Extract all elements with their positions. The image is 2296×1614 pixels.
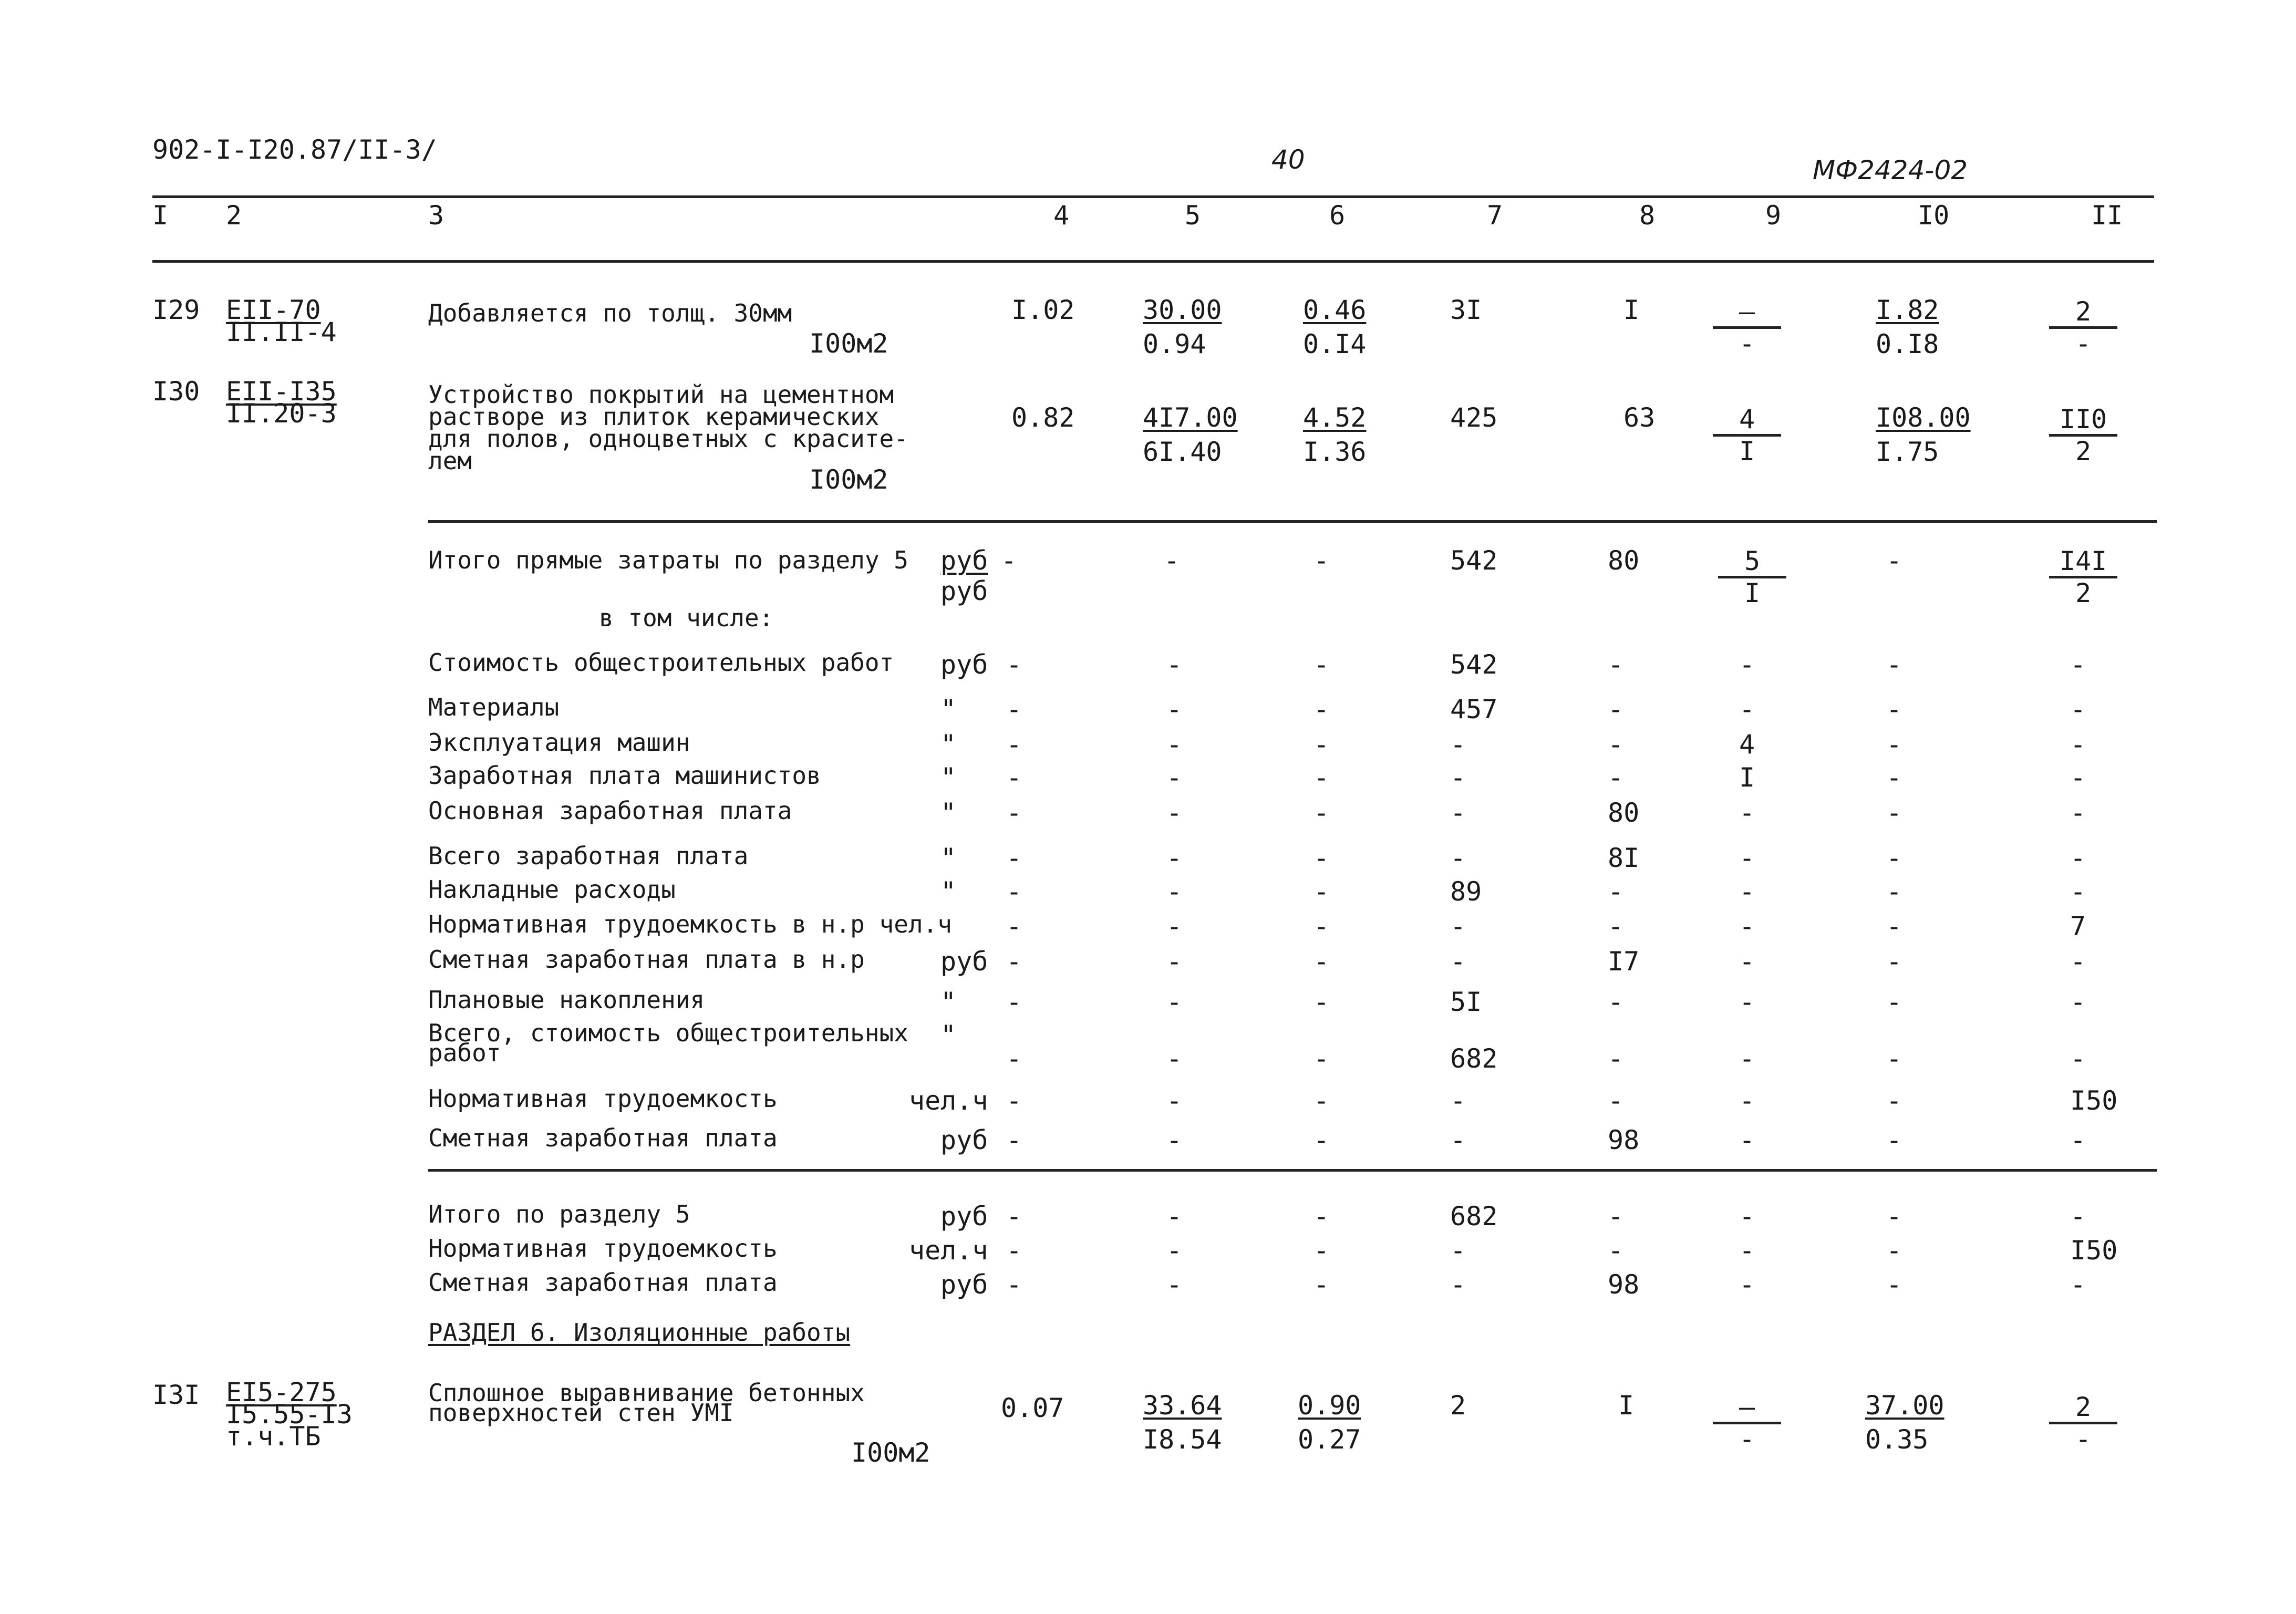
item-0-col10-top: I.82 (1876, 295, 1939, 325)
detail-line-4-col7: - (1450, 798, 1466, 828)
total-line-2-label: Сметная заработная плата (428, 1268, 778, 1297)
total-line-1-col6: - (1314, 1235, 1330, 1266)
detail-line-11-col5: - (1166, 1085, 1183, 1116)
summary-col9-numerator: 5 (1718, 546, 1786, 578)
detail-line-12-col5: - (1166, 1125, 1183, 1155)
detail-line-12-col6: - (1314, 1125, 1330, 1155)
detail-line-6-col4: - (1006, 876, 1022, 907)
item-2-col11-numerator: 2 (2049, 1392, 2117, 1424)
detail-line-6-col8: - (1608, 876, 1624, 907)
summary-direct-costs-unit2: руб (940, 576, 988, 606)
section-divider-1 (428, 520, 2157, 523)
detail-line-5-col9: - (1739, 843, 1755, 873)
detail-line-2-col7: - (1450, 729, 1466, 760)
detail-line-9-col11: - (2070, 987, 2086, 1017)
item-0-code-0: EII-70 (226, 295, 321, 325)
item-0-col6-top: 0.46 (1303, 295, 1367, 325)
item-2-col11 (2049, 1392, 2117, 1454)
detail-line-10-col8: - (1608, 1043, 1624, 1074)
summary-including-label: в том числе: (599, 604, 774, 632)
detail-line-0-col11: - (2070, 649, 2086, 680)
item-2-col11-denominator: - (2075, 1424, 2092, 1454)
detail-line-9-label: Плановые накопления (428, 986, 705, 1014)
item-1-unit: I00м2 (809, 464, 888, 495)
item-0-col10-bottom: 0.I8 (1876, 329, 1939, 359)
detail-line-2-col4: - (1006, 729, 1022, 760)
detail-line-2-col6: - (1314, 729, 1330, 760)
detail-line-6-label: Накладные расходы (428, 875, 676, 904)
detail-line-11-col6: - (1314, 1085, 1330, 1116)
detail-line-10-label-1: работ (428, 1039, 501, 1067)
item-1-code-1: II.20-3 (226, 398, 337, 429)
item-0-col11-denominator: - (2075, 328, 2092, 359)
item-2-col4: 0.07 (1001, 1393, 1064, 1423)
item-2-code-2: т.ч.ТБ (226, 1421, 321, 1452)
total-line-2-col8: 98 (1608, 1269, 1640, 1300)
column-header-2: 2 (226, 200, 242, 231)
detail-line-8-col4: - (1006, 946, 1022, 977)
detail-line-11-label: Нормативная трудоемкость (428, 1084, 778, 1113)
detail-line-2-col5: - (1166, 729, 1183, 760)
column-header-3: 3 (428, 200, 444, 231)
column-header-4: 4 (1053, 200, 1070, 231)
total-line-0-unit: руб (940, 1201, 988, 1232)
item-1-desc-1: растворе из плиток керамических (428, 402, 880, 431)
column-header-1: I (152, 200, 169, 231)
item-0-col7: 3I (1450, 295, 1482, 325)
total-line-1-col10: - (1886, 1235, 1902, 1266)
item-1-desc-0: Устройство покрытий на цементном (428, 380, 894, 409)
item-0-col11-numerator: 2 (2049, 297, 2117, 329)
item-0-col6-bottom: 0.I4 (1303, 329, 1367, 359)
column-header-11: II (2091, 200, 2123, 231)
column-header-8: 8 (1639, 200, 1656, 231)
item-2-col8: I (1618, 1390, 1635, 1421)
item-0-code-1: II.II-4 (226, 317, 337, 347)
summary-col10: - (1886, 545, 1902, 576)
detail-line-10-col7: 682 (1450, 1043, 1498, 1074)
item-1-code-0: EII-I35 (226, 376, 337, 407)
detail-line-10-col9: - (1739, 1043, 1755, 1074)
item-2-col9-numerator: – (1713, 1392, 1781, 1424)
detail-line-2-col10: - (1886, 729, 1902, 760)
detail-line-6-col6: - (1314, 876, 1330, 907)
detail-line-8-col5: - (1166, 946, 1183, 977)
detail-line-9-col10: - (1886, 987, 1902, 1017)
summary-col6: - (1314, 545, 1330, 576)
column-header-9: 9 (1765, 200, 1782, 231)
detail-line-7-col10: - (1886, 911, 1902, 942)
total-line-2-col10: - (1886, 1269, 1902, 1300)
total-line-1-label: Нормативная трудоемкость (428, 1234, 778, 1263)
detail-line-6-col11: - (2070, 876, 2086, 907)
detail-line-1-col5: - (1166, 694, 1183, 725)
detail-line-4-col10: - (1886, 798, 1902, 828)
item-0-unit: I00м2 (809, 328, 888, 359)
detail-line-6-col5: - (1166, 876, 1183, 907)
detail-line-6-col9: - (1739, 876, 1755, 907)
detail-line-8-col7: - (1450, 946, 1466, 977)
detail-line-3-col7: - (1450, 762, 1466, 793)
total-line-0-col11: - (2070, 1201, 2086, 1232)
total-line-0-col6: - (1314, 1201, 1330, 1232)
summary-col11 (2049, 546, 2117, 608)
item-1-number: I30 (152, 376, 200, 407)
detail-line-4-col5: - (1166, 798, 1183, 828)
detail-line-3-col5: - (1166, 762, 1183, 793)
detail-line-4-col4: - (1006, 798, 1022, 828)
detail-line-9-unit: " (940, 987, 957, 1017)
summary-col8: 80 (1608, 545, 1640, 576)
detail-line-4-col9: - (1739, 798, 1755, 828)
item-1-col7: 425 (1450, 402, 1498, 433)
detail-line-2-col11: - (2070, 729, 2086, 760)
item-0-col9-denominator: - (1739, 328, 1755, 359)
detail-line-6-col10: - (1886, 876, 1902, 907)
item-1-col11-denominator: 2 (2075, 436, 2092, 467)
detail-line-7-col9: - (1739, 911, 1755, 942)
column-header-6: 6 (1329, 200, 1346, 231)
column-header-10: I0 (1918, 200, 1950, 231)
summary-col5: - (1164, 545, 1180, 576)
detail-line-10-col5: - (1166, 1043, 1183, 1074)
detail-line-12-col7: - (1450, 1125, 1466, 1155)
detail-line-1-col4: - (1006, 694, 1022, 725)
detail-line-9-col5: - (1166, 987, 1183, 1017)
item-1-col5-top: 4I7.00 (1143, 402, 1238, 433)
detail-line-10-col4: - (1006, 1043, 1022, 1074)
detail-line-9-col6: - (1314, 987, 1330, 1017)
total-line-2-col6: - (1314, 1269, 1330, 1300)
detail-line-1-col11: - (2070, 694, 2086, 725)
total-line-1-col11: I50 (2070, 1235, 2118, 1266)
item-1-col6-bottom: I.36 (1303, 437, 1367, 467)
item-0-col9-numerator: – (1713, 297, 1781, 329)
detail-line-0-unit: руб (940, 649, 988, 680)
item-0-desc-0: Добавляется по толщ. 30мм (428, 299, 792, 327)
item-1-col9 (1713, 405, 1781, 466)
detail-line-3-col4: - (1006, 762, 1022, 793)
item-2-col5-bottom: I8.54 (1143, 1424, 1222, 1455)
detail-line-7-col8: - (1608, 911, 1624, 942)
column-header-7: 7 (1487, 200, 1503, 231)
total-line-1-col8: - (1608, 1235, 1624, 1266)
total-line-2-col5: - (1166, 1269, 1183, 1300)
total-line-0-col10: - (1886, 1201, 1902, 1232)
item-0-col5-top: 30.00 (1143, 295, 1222, 325)
item-2-number: I3I (152, 1380, 200, 1410)
item-0-col4: I.02 (1011, 295, 1075, 325)
detail-line-2-unit: " (940, 729, 957, 760)
detail-line-10-col10: - (1886, 1043, 1902, 1074)
total-line-1-col5: - (1166, 1235, 1183, 1266)
summary-direct-costs-unit1: руб (940, 545, 988, 576)
detail-line-5-col10: - (1886, 843, 1902, 873)
detail-line-12-col9: - (1739, 1125, 1755, 1155)
detail-line-0-col9: - (1739, 649, 1755, 680)
detail-line-10-col11: - (2070, 1043, 2086, 1074)
detail-line-9-col4: - (1006, 987, 1022, 1017)
detail-line-11-col4: - (1006, 1085, 1022, 1116)
item-2-code-1: I5.55-I3 (226, 1399, 353, 1430)
detail-line-0-col5: - (1166, 649, 1183, 680)
detail-line-11-unit: чел.ч (909, 1085, 988, 1116)
detail-line-4-col6: - (1314, 798, 1330, 828)
total-line-0-col5: - (1166, 1201, 1183, 1232)
item-2-col5-top: 33.64 (1143, 1390, 1222, 1421)
detail-line-2-col9: 4 (1739, 729, 1755, 760)
detail-line-3-label: Заработная плата машинистов (428, 761, 821, 790)
total-line-2-unit: руб (940, 1269, 988, 1300)
detail-line-8-unit: руб (940, 946, 988, 977)
detail-line-11-col11: I50 (2070, 1085, 2118, 1116)
detail-line-11-col9: - (1739, 1085, 1755, 1116)
detail-line-5-col4: - (1006, 843, 1022, 873)
detail-line-1-col6: - (1314, 694, 1330, 725)
item-1-col8: 63 (1623, 402, 1656, 433)
detail-line-9-col8: - (1608, 987, 1624, 1017)
item-2-col6-bottom: 0.27 (1298, 1424, 1361, 1455)
detail-line-9-col7: 5I (1450, 987, 1482, 1017)
detail-line-2-label: Эксплуатация машин (428, 728, 690, 757)
detail-line-0-col4: - (1006, 649, 1022, 680)
detail-line-12-col11: - (2070, 1125, 2086, 1155)
item-2-col7: 2 (1450, 1390, 1466, 1421)
detail-line-9-col9: - (1739, 987, 1755, 1017)
item-1-col6-top: 4.52 (1303, 402, 1367, 433)
item-2-desc-0: Сплошное выравнивание бетонных (428, 1379, 865, 1407)
detail-line-1-col9: - (1739, 694, 1755, 725)
total-line-1-col7: - (1450, 1235, 1466, 1266)
detail-line-12-col4: - (1006, 1125, 1022, 1155)
detail-line-7-col5: - (1166, 911, 1183, 942)
detail-line-3-col11: - (2070, 762, 2086, 793)
detail-line-11-col8: - (1608, 1085, 1624, 1116)
detail-line-3-col10: - (1886, 762, 1902, 793)
item-2-desc-1: поверхностей стен УМI (428, 1399, 734, 1427)
detail-line-11-col7: - (1450, 1085, 1466, 1116)
detail-line-7-label: Нормативная трудоемкость в н.р чел.ч (428, 910, 952, 938)
detail-line-5-label: Всего заработная плата (428, 842, 749, 870)
detail-line-8-col10: - (1886, 946, 1902, 977)
total-line-0-col7: 682 (1450, 1201, 1498, 1232)
item-1-desc-3: лем (428, 447, 472, 475)
detail-line-7-col6: - (1314, 911, 1330, 942)
detail-line-0-col7: 542 (1450, 649, 1498, 680)
summary-col9 (1718, 546, 1786, 608)
total-line-1-col4: - (1006, 1235, 1022, 1266)
detail-line-0-col6: - (1314, 649, 1330, 680)
detail-line-4-unit: " (940, 798, 957, 828)
detail-line-1-label: Материалы (428, 693, 560, 721)
total-line-0-label: Итого по разделу 5 (428, 1200, 690, 1228)
detail-line-8-col8: I7 (1608, 946, 1640, 977)
detail-line-0-col10: - (1886, 649, 1902, 680)
total-line-0-col9: - (1739, 1201, 1755, 1232)
detail-line-1-col8: - (1608, 694, 1624, 725)
section-6-title: РАЗДЕЛ 6. Изоляционные работы (428, 1318, 851, 1347)
item-0-number: I29 (152, 295, 200, 325)
detail-line-1-col10: - (1886, 694, 1902, 725)
detail-line-3-col9: I (1739, 762, 1755, 793)
total-line-2-col7: - (1450, 1269, 1466, 1300)
detail-line-12-col10: - (1886, 1125, 1902, 1155)
item-2-col10-top: 37.00 (1865, 1390, 1945, 1421)
total-line-2-col4: - (1006, 1269, 1022, 1300)
item-0-col5-bottom: 0.94 (1143, 329, 1206, 359)
detail-line-5-col11: - (2070, 843, 2086, 873)
item-0-col8: I (1623, 295, 1640, 325)
column-header-5: 5 (1185, 200, 1201, 231)
item-1-col11 (2049, 405, 2117, 466)
detail-line-7-col11: 7 (2070, 911, 2086, 942)
item-1-col5-bottom: 6I.40 (1143, 437, 1222, 467)
item-2-col9 (1713, 1392, 1781, 1454)
detail-line-4-label: Основная заработная плата (428, 796, 792, 825)
detail-line-3-col8: - (1608, 762, 1624, 793)
item-1-col9-denominator: I (1739, 436, 1755, 467)
detail-line-3-unit: " (940, 762, 957, 793)
summary-col4: - (1001, 545, 1017, 576)
summary-col7: 542 (1450, 545, 1498, 576)
total-line-0-col4: - (1006, 1201, 1022, 1232)
item-1-col10-top: I08.00 (1876, 402, 1971, 433)
item-2-col10-bottom: 0.35 (1865, 1424, 1929, 1455)
item-1-col4: 0.82 (1011, 402, 1075, 433)
detail-line-1-col7: 457 (1450, 694, 1498, 725)
item-2-unit: I00м2 (851, 1437, 930, 1468)
detail-line-12-col8: 98 (1608, 1125, 1640, 1155)
summary-direct-costs-label: Итого прямые затраты по разделу 5 (428, 546, 908, 574)
detail-line-0-col8: - (1608, 649, 1624, 680)
detail-line-2-col8: - (1608, 729, 1624, 760)
document-code: 902-I-I20.87/II-3/ (152, 134, 437, 165)
detail-line-5-col8: 8I (1608, 843, 1640, 873)
detail-line-5-unit: " (940, 843, 957, 873)
item-0-col11 (2049, 297, 2117, 358)
detail-line-8-col6: - (1314, 946, 1330, 977)
detail-line-8-col9: - (1739, 946, 1755, 977)
total-line-2-col11: - (2070, 1269, 2086, 1300)
header-bottom-rule (152, 260, 2154, 263)
header-top-rule (152, 195, 2154, 198)
summary-col9-denominator: I (1744, 578, 1761, 608)
detail-line-3-col6: - (1314, 762, 1330, 793)
item-1-col11-numerator: II0 (2049, 405, 2117, 437)
detail-line-1-unit: " (940, 694, 957, 725)
detail-line-10-label: Всего, стоимость общестроительных (428, 1019, 908, 1047)
detail-line-6-col7: 89 (1450, 876, 1482, 907)
detail-line-8-col11: - (2070, 946, 2086, 977)
item-2-col9-denominator: - (1739, 1424, 1755, 1454)
detail-line-4-col8: 80 (1608, 798, 1640, 828)
item-2-col6-top: 0.90 (1298, 1390, 1361, 1421)
detail-line-0-label: Стоимость общестроительных работ (428, 648, 894, 677)
detail-line-5-col6: - (1314, 843, 1330, 873)
detail-line-5-col7: - (1450, 843, 1466, 873)
item-1-col10-bottom: I.75 (1876, 437, 1939, 467)
item-2-code-0: EI5-275 (226, 1377, 337, 1408)
total-line-1-unit: чел.ч (909, 1235, 988, 1266)
detail-line-10-col6: - (1314, 1043, 1330, 1074)
detail-line-7-col7: - (1450, 911, 1466, 942)
detail-line-12-unit: руб (940, 1125, 988, 1155)
page-number: 40 (1271, 144, 1305, 175)
detail-line-8-label: Сметная заработная плата в н.р (428, 945, 865, 974)
detail-line-7-col4: - (1006, 911, 1022, 942)
detail-line-5-col5: - (1166, 843, 1183, 873)
total-line-1-col9: - (1739, 1235, 1755, 1266)
summary-col11-denominator: 2 (2075, 578, 2092, 608)
section-divider-2 (428, 1169, 2157, 1172)
detail-line-11-col10: - (1886, 1085, 1902, 1116)
summary-col11-numerator: I4I (2049, 546, 2117, 578)
detail-line-10-unit: " (940, 1020, 957, 1050)
detail-line-12-label: Сметная заработная плата (428, 1124, 778, 1152)
document-stamp: МФ2424-02 (1813, 155, 1968, 185)
total-line-0-col8: - (1608, 1201, 1624, 1232)
detail-line-6-unit: " (940, 876, 957, 907)
detail-line-4-col11: - (2070, 798, 2086, 828)
item-1-col9-numerator: 4 (1713, 405, 1781, 437)
total-line-2-col9: - (1739, 1269, 1755, 1300)
item-1-desc-2: для полов, одноцветных с красите- (428, 425, 908, 453)
item-0-col9 (1713, 297, 1781, 358)
